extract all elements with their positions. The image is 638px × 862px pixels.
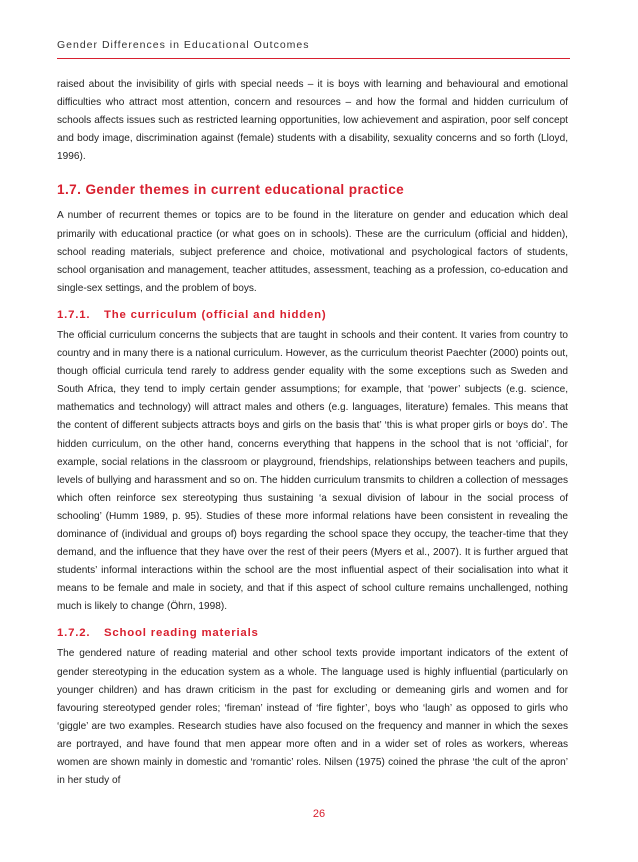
subsection-heading-1-7-2 — [57, 627, 568, 639]
subsection-number: 1.7.2. — [57, 627, 91, 640]
page-content — [57, 76, 568, 790]
section-1-7-2-paragraph: The gendered nature of reading material and other school texts provide important indicators of the extent of gender stereotyping in the education system as a whole. The language used is highly influential (particularly on younger children) and has drawn criticism in the past for excluding or demeaning girls and women and for favouring stereotyped gender roles; ‘fireman’ instead of ‘fire fighter’, boys who ‘laugh’ as opposed to girls who ‘giggle’ are two examples. Research studies have also focused on the frequency and manner in which the sexes are portrayed, and have found that men appear more often and in a wider set of roles as workers, whereas women are shown mainly in domestic and ‘romantic’ roles. Nilsen (1975) coined the phrase ‘the cult of the apron’ in her study of — [57, 648, 568, 787]
section-1-7-1-paragraph: The official curriculum concerns the subjects that are taught in schools and their content. It varies from country to country and in many there is a national curriculum. However, as the curriculum theorist Paechter (2000) points out, though official curricula tend rarely to address gender equality with the some exceptions such as Sweden and South Africa, they tend to imply certain gender assumptions; for example, that ‘power’ subjects (e.g. science, mathematics and technology) will attract males and others (e.g. languages, literature) females. This means that the content of different subjects attracts boys and girls on the basis that’ ‘this is what proper girls or boys do’. The hidden curriculum, on the other hand, concerns everything that happens in the school that is not ‘official’, for example, social relations in the classroom or playground, friendships, relationships between teachers and pupils, levels of bullying and harassment and so on. The hidden curriculum transmits to children a collection of messages which often reinforce sex stereotyping thus sustaining ‘a sexual division of labour in the social process of schooling’ (Humm 1989, p. 95). Studies of these more informal relations have been consistent in revealing the dominance of (individual and groups of) boys regarding the school space they occupy, the teacher-time that they demand, and the influence that they have over the rest of their peers (Myers et al., 2007). It is further argued that students’ informal interactions within the school are the most influential aspect of their socialisation into what it means to be female and male in society, and that if this aspect of school culture remains unchallenged, nothing much is likely to change (Öhrn, 1998). — [57, 329, 568, 613]
subsection-title: School reading materials — [104, 627, 259, 640]
header-divider — [57, 58, 570, 59]
subsection-heading-1-7-1 — [57, 309, 568, 321]
running-header: Gender Differences in Educational Outcomes — [57, 39, 310, 51]
section-1-7-paragraph: A number of recurrent themes or topics are to be found in the literature on gender and education which deal primarily with educational practice (or what goes on in schools). These are the curriculum (official and hidden), school reading materials, subject preference and choice, motivational and psychological factors of students, school organisation and management, teacher attitudes, assessment, teaching as a profession, co-education and single-sex settings, and the problem of boys. — [57, 210, 568, 294]
subsection-title: The curriculum (official and hidden) — [104, 308, 327, 321]
section-heading-1-7: 1.7. Gender themes in current educational practice — [57, 182, 405, 198]
subsection-number: 1.7.1. — [57, 308, 91, 321]
page-number: 26 — [312, 808, 326, 820]
intro-paragraph: raised about the invisibility of girls with special needs – it is boys with learning and behavioural and emotional difficulties who attract most attention, concern and resources – and how the formal and hidden curriculum of schools affects issues such as restricted learning opportunities, low achievement and aspiration, poor self concept and body image, discrimination against (female) students with a disability, sexuality concerns and so forth (Lloyd, 1996). — [57, 79, 568, 163]
